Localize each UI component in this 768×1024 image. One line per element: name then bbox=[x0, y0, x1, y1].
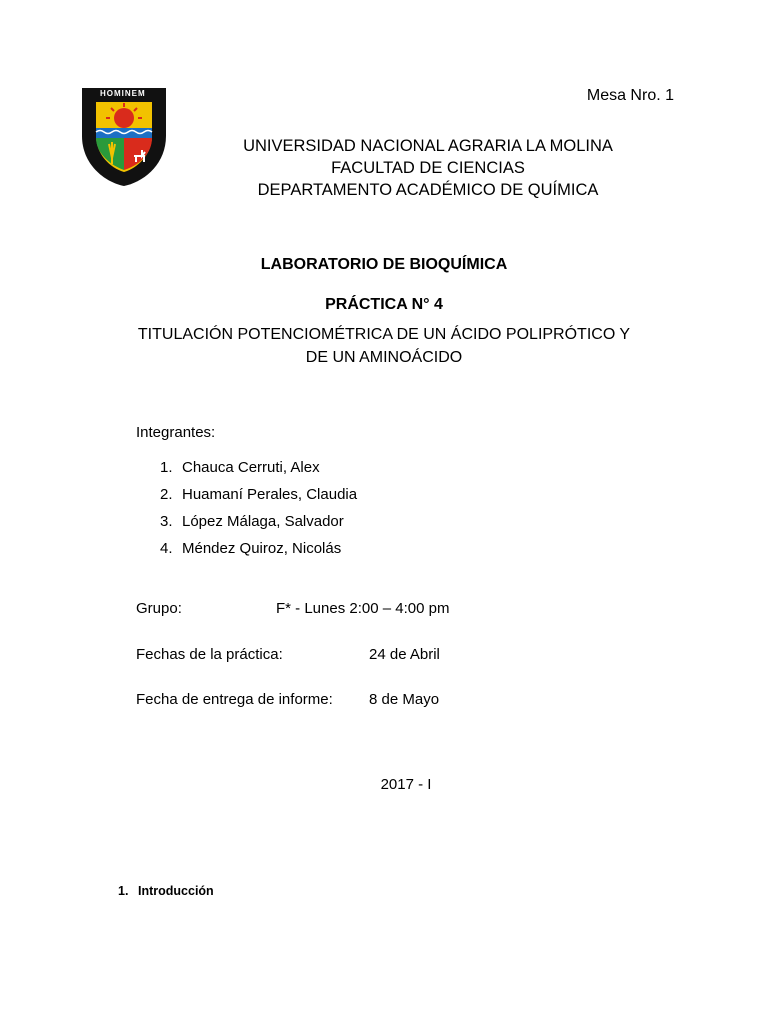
list-item: 4. Méndez Quiroz, Nicolás bbox=[160, 540, 342, 557]
member-name: López Málaga, Salvador bbox=[182, 513, 344, 530]
report-title-line-1: TITULACIÓN POTENCIOMÉTRICA DE UN ÁCIDO POLIPRÓTICO Y bbox=[137, 326, 631, 343]
table-number: Mesa Nro. 1 bbox=[586, 87, 674, 104]
section-heading bbox=[118, 884, 214, 898]
academic-term: 2017 - I bbox=[380, 776, 432, 793]
department-name: DEPARTAMENTO ACADÉMICO DE QUÍMICA bbox=[257, 181, 599, 199]
section-title: Introducción bbox=[138, 884, 214, 898]
member-name: Méndez Quiroz, Nicolás bbox=[182, 540, 342, 557]
practice-date-row bbox=[136, 646, 440, 663]
institution-header bbox=[0, 135, 768, 201]
delivery-date-row bbox=[136, 691, 440, 708]
faculty-name: FACULTAD DE CIENCIAS bbox=[331, 159, 525, 177]
lab-title: LABORATORIO DE BIOQUÍMICA bbox=[260, 256, 508, 273]
delivery-date-value: 8 de Mayo bbox=[369, 691, 440, 708]
practice-date-label: Fechas de la práctica: bbox=[136, 646, 283, 663]
section-number: 1. bbox=[118, 884, 129, 898]
members-list bbox=[160, 458, 357, 566]
report-title-line-2: DE UN AMINOÁCIDO bbox=[305, 349, 463, 366]
list-item: 1. Chauca Cerruti, Alex bbox=[160, 459, 320, 476]
list-item: 3. López Málaga, Salvador bbox=[160, 513, 344, 530]
seal-motto-top: HOMINEM bbox=[100, 89, 146, 98]
report-title bbox=[90, 323, 678, 369]
group-row bbox=[136, 600, 450, 617]
member-name: Huamaní Perales, Claudia bbox=[182, 486, 358, 503]
member-name: Chauca Cerruti, Alex bbox=[182, 459, 320, 476]
group-label: Grupo: bbox=[136, 600, 182, 617]
university-name: UNIVERSIDAD NACIONAL AGRARIA LA MOLINA bbox=[243, 137, 613, 155]
practice-number: PRÁCTICA N° 4 bbox=[325, 296, 443, 313]
practice-date-value: 24 de Abril bbox=[369, 646, 440, 663]
list-item: 2. Huamaní Perales, Claudia bbox=[160, 486, 358, 503]
members-label: Integrantes: bbox=[136, 424, 216, 441]
delivery-date-label: Fecha de entrega de informe: bbox=[136, 691, 333, 708]
group-value: F* - Lunes 2:00 – 4:00 pm bbox=[276, 600, 450, 617]
